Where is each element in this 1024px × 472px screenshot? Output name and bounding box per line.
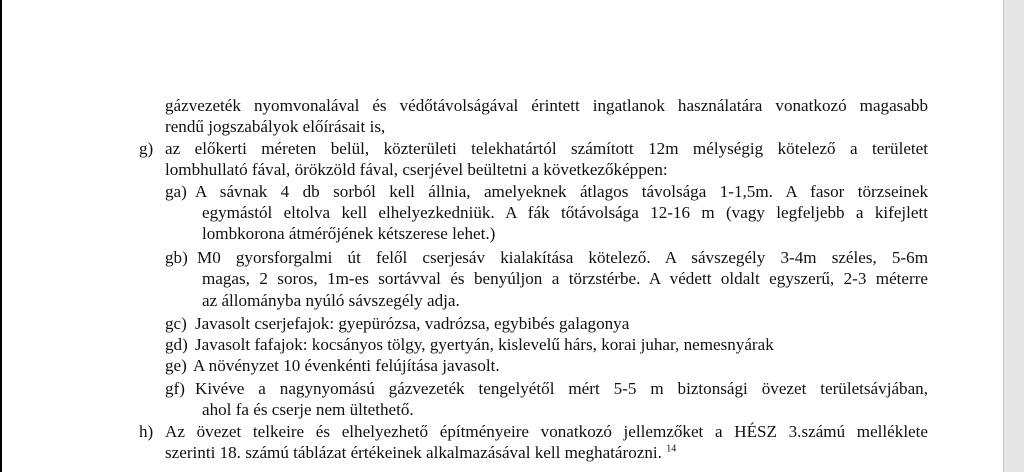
- subitem-ge-marker: ge): [165, 356, 187, 375]
- subitem-gf-marker: gf): [165, 379, 185, 398]
- subitem-ge-line-1: A növényzet 10 évenkénti felújítása javasolt.: [193, 356, 500, 375]
- continuation-line-2: rendű jogszabályok előírásait is,: [165, 117, 386, 136]
- subitem-ga-line-3: lombkorona átmérőjének kétszerese lehet.): [202, 224, 496, 243]
- item-g-marker: g): [139, 139, 154, 158]
- subitem-gc-marker: gc): [165, 314, 187, 333]
- subitem-ga-line-2: egymástól eltolva kell elhelyezkedniük. A fák tőtávolsága 12-16 m (vagy legfeljebb a kifejlett: [202, 203, 928, 222]
- subitem-gb-line-3: az állományba nyúló sávszegély adja.: [202, 291, 460, 310]
- continuation-line-1: gázvezeték nyomvonalával és védőtávolságával érintett ingatlanok használatára vonatkozó magasabb: [165, 96, 928, 115]
- item-h-marker: h): [139, 422, 154, 441]
- item-h-line-1: Az övezet telkeire és elhelyezhető építményeire vonatkozó jellemzőket a HÉSZ 3.számú melléklete: [165, 422, 928, 441]
- subitem-gb-line-2: magas, 2 soros, 1m-es sortávval és benyúljon a törzstérbe. A védett oldalt egyszerű, 2-3 méterre: [202, 269, 928, 288]
- subitem-gd-marker: gd): [165, 335, 188, 354]
- item-g-line-2: lombhullató fával, örökzöld fával, cserjével beültetni a következőképpen:: [165, 160, 668, 179]
- item-h-line-2: szerinti 18. számú táblázat értékeinek alkalmazásával kell meghatározni.: [165, 443, 662, 462]
- subitem-gc-line-1: Javasolt cserjefajok: gyepürózsa, vadrózsa, egybibés galagonya: [195, 314, 630, 333]
- subitem-gf-line-2: ahol fa és cserje nem ültethető.: [202, 400, 414, 419]
- subitem-gd-line-1: Javasolt fafajok: kocsányos tölgy, gyertyán, kislevelű hárs, korai juhar, nemesnyárak: [195, 335, 774, 354]
- item-h-line-2-wrap: [165, 442, 676, 463]
- subitem-ga-line-1: A sávnak 4 db sorból kell állnia, amelyeknek átlagos távolsága 1-1,5m. A fasor törzseinek: [195, 182, 928, 201]
- document-page: [2, 0, 1003, 472]
- subitem-gf-line-1: Kivéve a nagynyomású gázvezeték tengelyétől mért 5-5 m biztonsági övezet területsávjában,: [195, 379, 928, 398]
- item-g-line-1: az előkerti méreten belül, közterületi telekhatártól számított 12m mélységig kötelező a területet: [165, 139, 928, 158]
- subitem-ga-marker: ga): [165, 182, 187, 201]
- viewer-scroll-gutter: [1004, 0, 1024, 472]
- subitem-gb-marker: gb): [165, 248, 188, 267]
- subitem-gb-line-1: M0 gyorsforgalmi út felől cserjesáv kialakítása kötelező. A sávszegély 3-4m széles, 5-6m: [197, 248, 928, 267]
- footnote-reference[interactable]: 14: [666, 443, 677, 455]
